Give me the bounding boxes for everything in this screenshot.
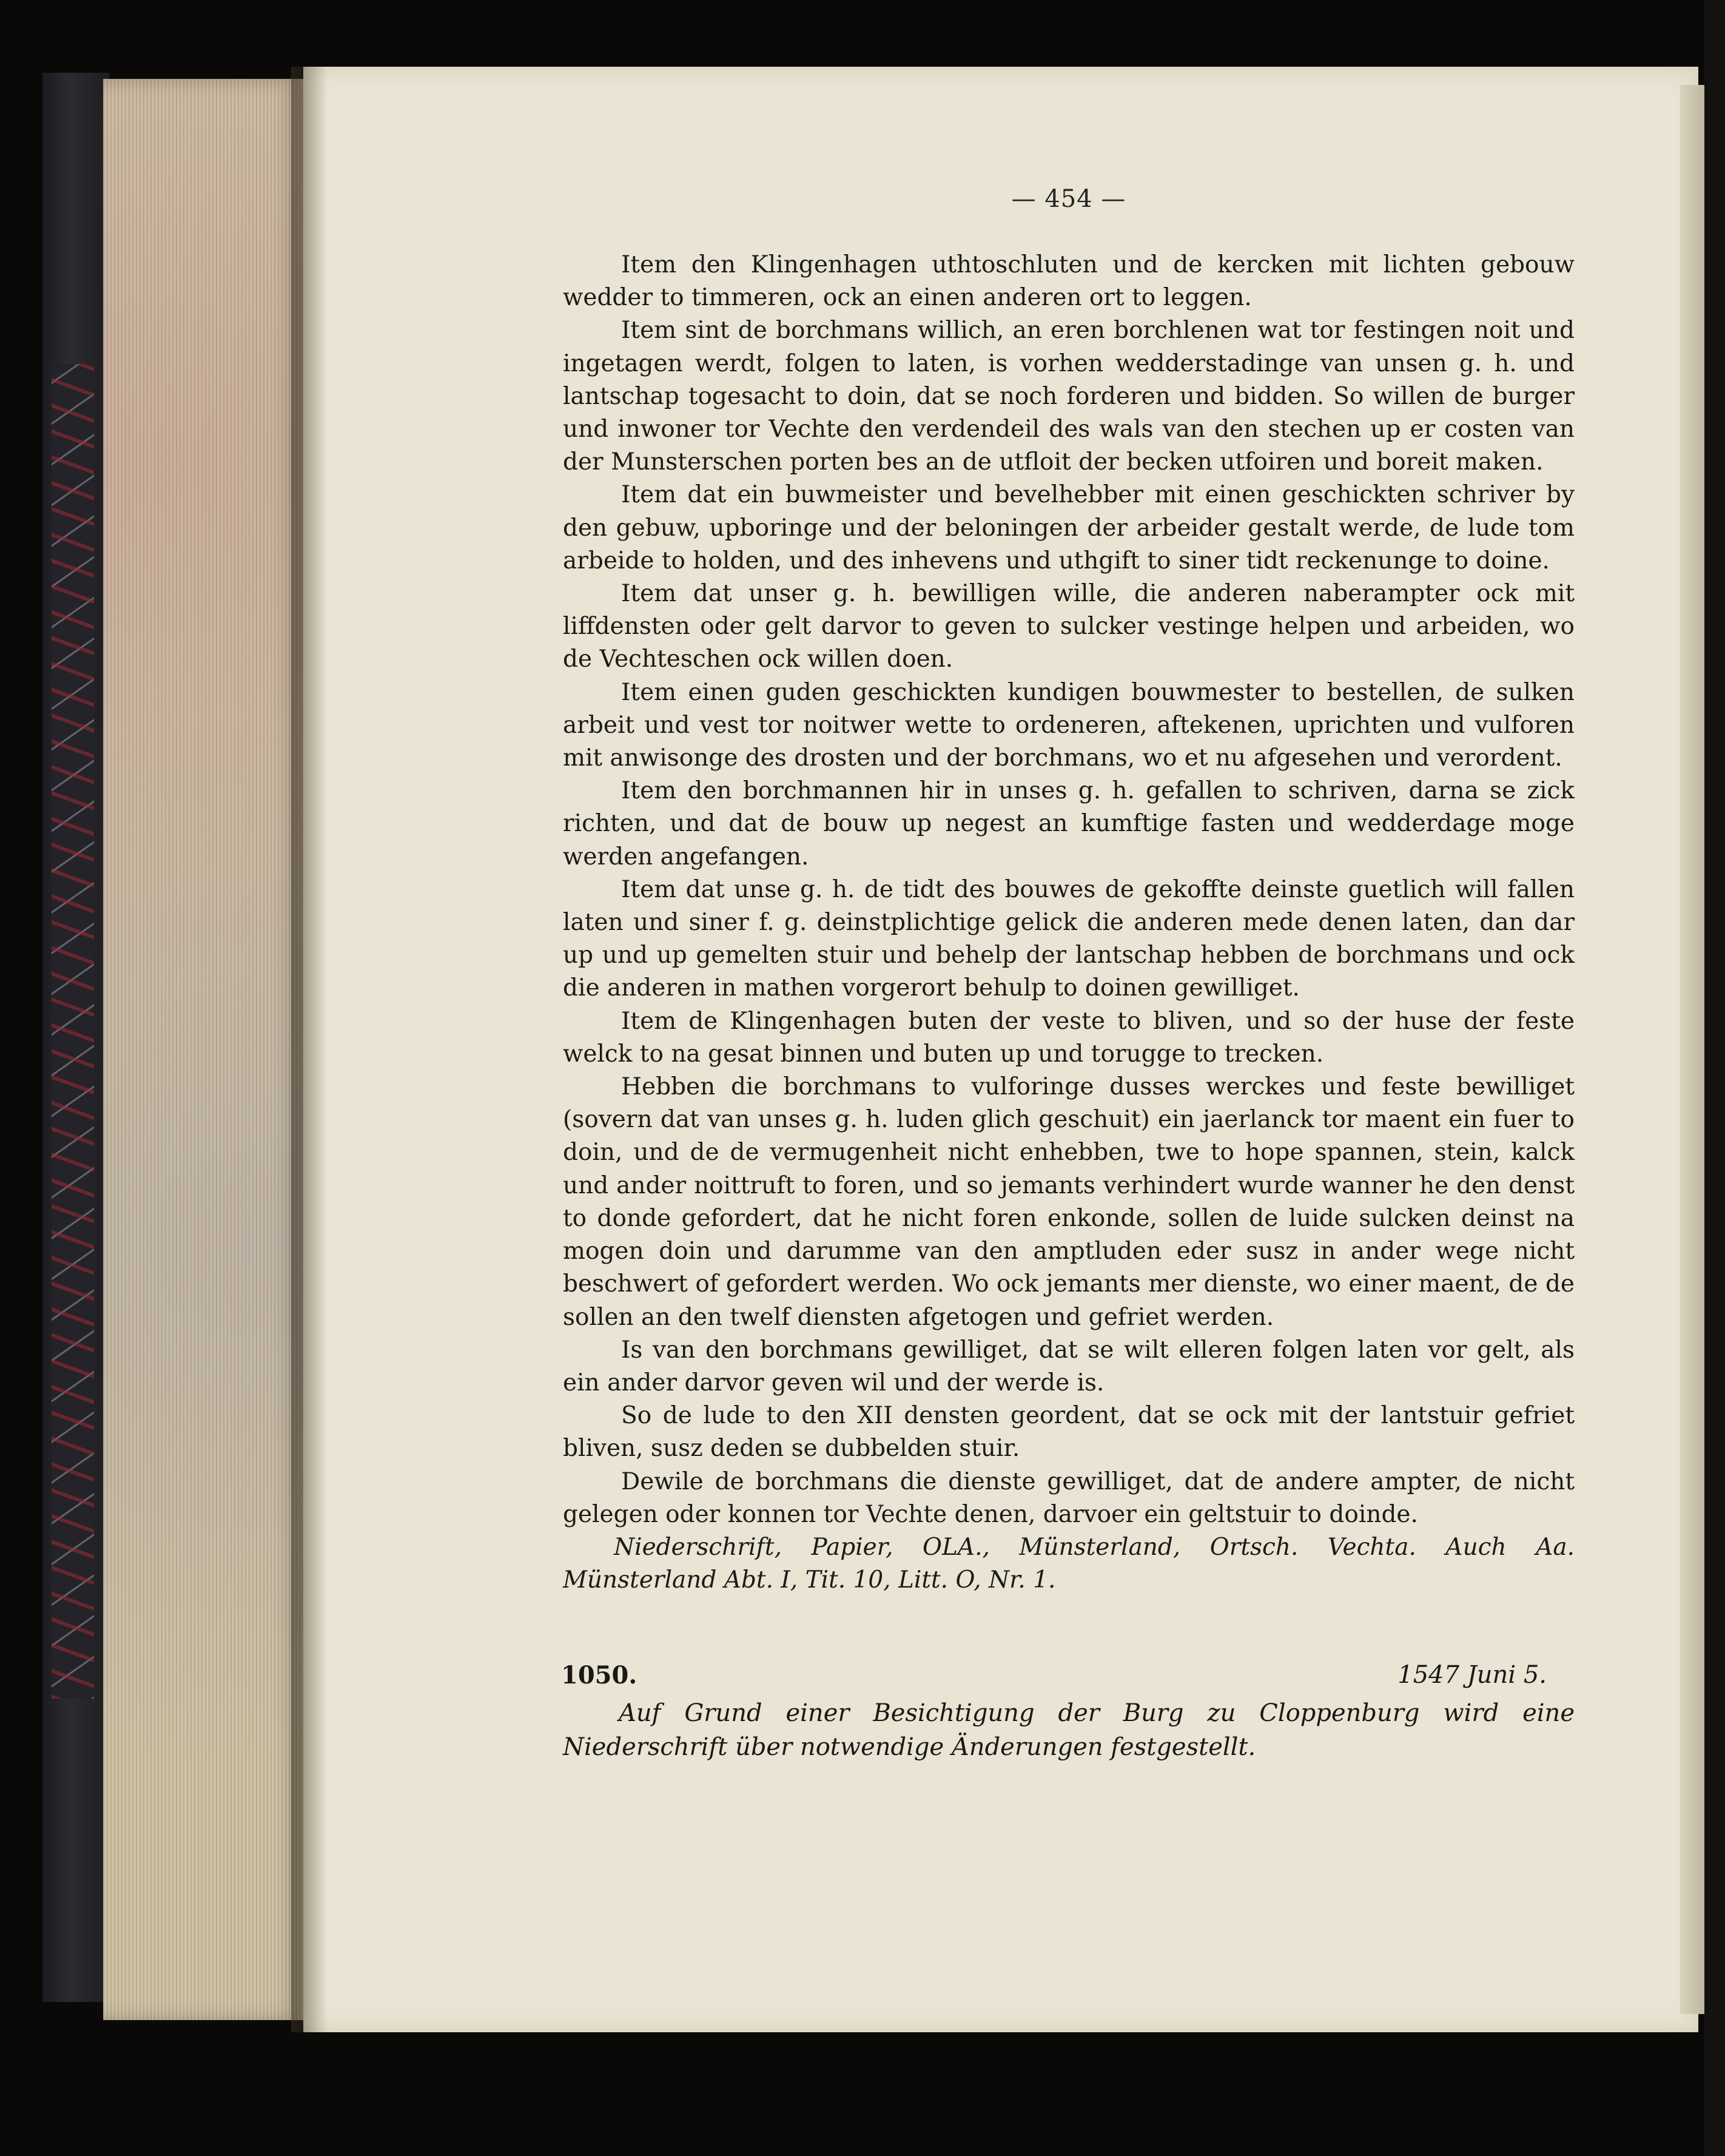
paragraph-1: Item den Klingenhagen uthtoschluten und de kercken mit lichten gebouw wedder to timmeren, ock an einen anderen ort to leggen. <box>563 251 1575 312</box>
main-text <box>563 249 1575 1597</box>
paragraph-6: Item den borchmannen hir in unses g. h. gefallen to schriven, darna se zick richten, und dat de bouw up negest an kumftige fasten und wedderdage moge werden angefangen. <box>563 777 1575 871</box>
document-summary: Auf Grund einer Besichtigung der Burg zu Cloppenburg wird eine Niederschrift über notwendige Änderungen festgestellt. <box>563 1699 1575 1761</box>
document-number: 1050. <box>561 1661 637 1689</box>
paragraph-2: Item sint de borchmans willich, an eren borchlenen wat tor festingen noit und ingetagen werdt, folgen to laten, is vorhen wedderstadinge van unsen g. h. und lantschap togesacht to doin, dat se noch forderen und bidden. So willen de burger und inwoner tor Vechte den verdendeil des wals van den stechen up er costen van der Munsterschen porten bes an de utfloit der becken utfoiren und boreit maken. <box>563 317 1575 476</box>
gutter-shadow <box>291 67 328 2032</box>
paragraph-9: Hebben die borchmans to vulforinge dusses werckes und feste bewilliget (sovern dat van unses g. h. luden glich geschuit) ein jaerlanck tor maent ein fuer to doin, und de de vermugenheit nicht enhebben, twe to hope spannen, stein, kalck und ander noittruft to foren, und so jemants verhindert wurde wanner he den denst to donde gefordert, dat he nicht foren enkonde, sollen de luide sulcken deinst na mogen doin und darumme van den amptluden eder susz in ander wege nicht beschwert of gefordert werden. Wo ock jemants mer dienste, wo einer maent, de de sollen an den twelf diensten afgetogen und gefriet werden. <box>563 1073 1575 1331</box>
page-edges <box>103 79 303 2020</box>
paragraph-7: Item dat unse g. h. de tidt des bouwes de gekoffte deinste guetlich will fallen laten und siner f. g. deinstplichtige gelick die anderen mede denen laten, dan dar up und up gemelten stuir und behelp der lantschap hebben de borchmans und ock die anderen in mathen vorgerort behulp to doinen gewilliget. <box>563 875 1575 1002</box>
marbled-cover-edge <box>52 364 94 1699</box>
scan-edge-strip <box>1704 0 1725 2156</box>
paragraph-8: Item de Klingenhagen buten der veste to bliven, und so der huse der feste welck to na gesat binnen und buten up und torugge to trecken. <box>563 1007 1575 1068</box>
document-header <box>561 1661 1547 1697</box>
paragraph-5: Item einen guden geschickten kundigen bouwmester to bestellen, de sulken arbeit und vest tor noitwer wette to ordeneren, aftekenen, uprichten und vulforen mit anwisonge des drosten und der borchmans, wo et nu afgesehen und verordent. <box>563 678 1575 772</box>
paragraph-4: Item dat unser g. h. bewilligen wille, die anderen naberampter ock mit liffdensten oder gelt darvor to geven to sulcker vestinge helpen und arbeiden, wo de Vechteschen ock willen doen. <box>563 580 1575 673</box>
paragraph-12: Dewile de borchmans die dienste gewilliget, dat de andere ampter, de nicht gelegen oder konnen tor Vechte denen, darvoer ein geltstuir to doinde. <box>563 1467 1575 1528</box>
source-citation: Niederschrift, Papier, OLA., Münsterland, Ortsch. Vechta. Auch Aa. Münsterland Abt. I, Tit. 10, Litt. O, Nr. 1. <box>563 1533 1575 1594</box>
paragraph-3: Item dat ein buwmeister und bevelhebber mit einen geschickten schriver by den gebuw, upboringe und der beloningen der arbeider gestalt werde, de lude tom arbeide to holden, und des inhevens und uthgift to siner tidt reckenunge to doine. <box>563 481 1575 574</box>
document-date: 1547 Juni 5. <box>1397 1661 1547 1689</box>
page-number: — 454 — <box>1011 185 1126 213</box>
paragraph-11: So de lude to den XII densten geordent, dat se ock mit der lantstuir gefriet bliven, susz deden se dubbelden stuir. <box>563 1402 1575 1463</box>
page-right-edge <box>1680 85 1704 2014</box>
paragraph-10: Is van den borchmans gewilliget, dat se wilt elleren folgen laten vor gelt, als ein ander darvor geven wil und der werde is. <box>563 1336 1575 1396</box>
